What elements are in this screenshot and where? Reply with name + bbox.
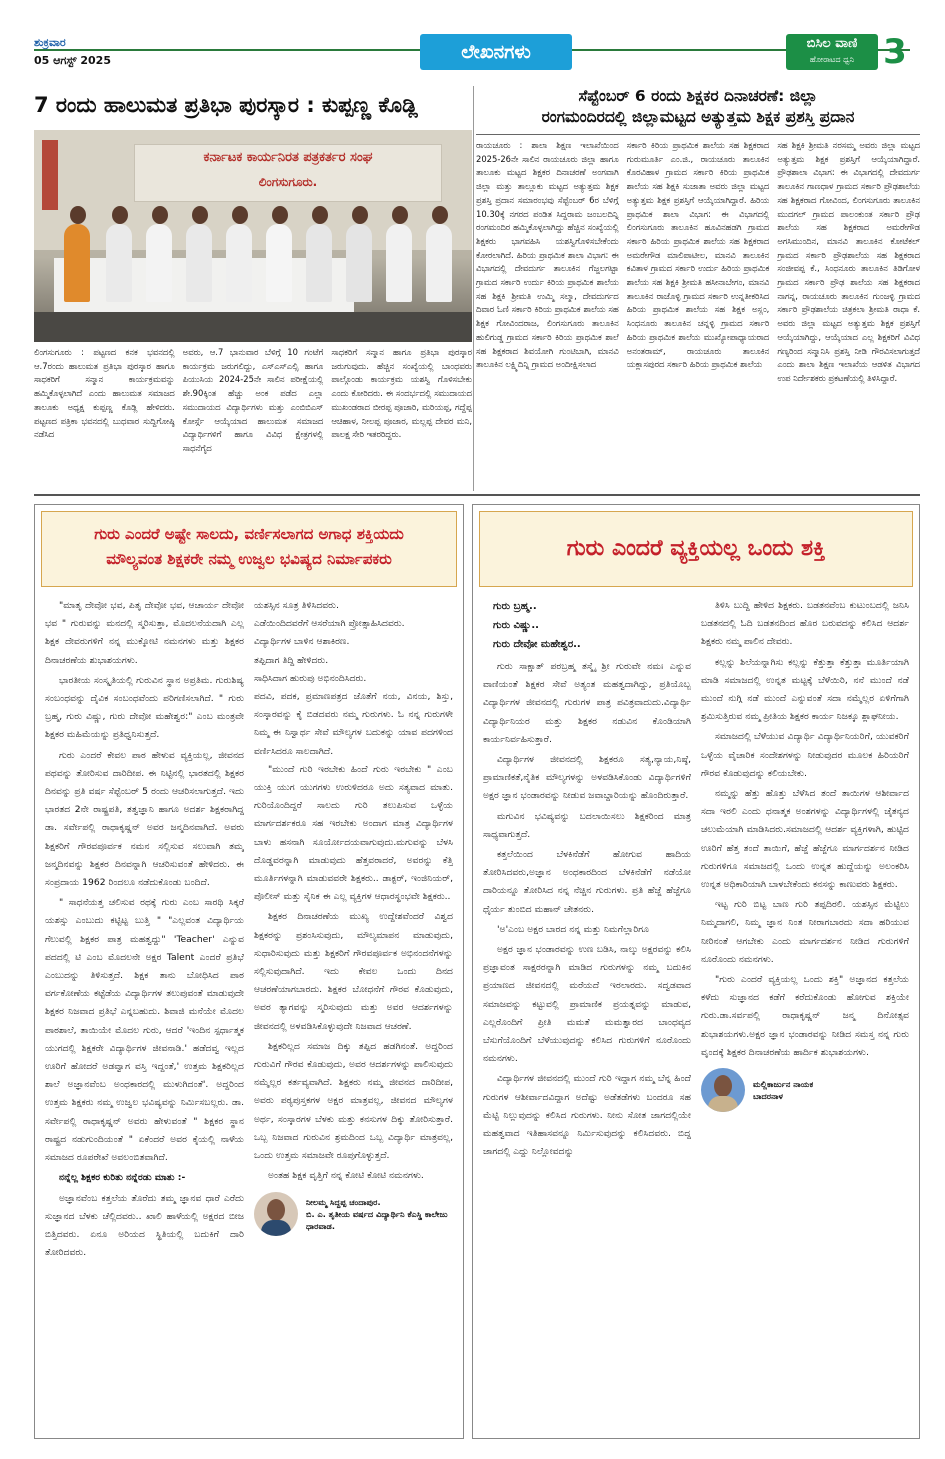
photo-banner — [134, 144, 442, 202]
article-body — [473, 593, 919, 1429]
paragraph: ತಿಳಿಸಿ ಬುದ್ದಿ ಹೇಳಿದ ಶಿಕ್ಷಕರು. ಬಡತನವೆಂಬ ಕುಟುಂಬದಲ್ಲಿ ಜನಿಸಿ ಬಡತನದಲ್ಲಿ ಓದಿ ಬಡತನದಿಂದ ಹೊರ ಬರುವದನ್ನು ಕಲಿಸಿದ ಆದರ್ಶ ಶಿಕ್ಷಕರು ನಮ್ಮ ಪಾಲಿನ ದೇವರು. — [701, 600, 909, 648]
story-headline — [476, 86, 920, 130]
headline-rule — [476, 134, 920, 135]
photo-person — [386, 224, 412, 302]
article-headline — [41, 511, 457, 587]
photo-person — [146, 224, 172, 302]
article-column — [45, 597, 244, 1429]
paragraph: " ಸಾಧನೆಯತ್ತ ಚಲಿಸುವ ರಥಕ್ಕೆ ಗುರು ಎಂಬ ಸಾರಥಿ ಸಿಕ್ಕರೆ ಯಶಸ್ಸು ಎಂಬುದು ಕಟ್ಟಿಟ್ಟ ಬುತ್ತಿ " "ಎಲ್ಲವಂತ ವಿದ್ಯಾರ್ಥಿಯ ಗೆಲುವಲ್ಲಿ ಶಿಕ್ಷಕರ ಪಾತ್ರ ಮಹತ್ವದ್ದು" 'Teacher' ಎನ್ನುವ ಪದದಲ್ಲಿ ಟಿ ಎಂಬ ಮೊದಲನೇ ಅಕ್ಷರ Talent ಎಂದರೆ ಪ್ರತಿಭೆ ಎಂಬುದನ್ನು ತಿಳಿಸುತ್ತದೆ. ಶಿಕ್ಷಕ ತಾನು ಬೋಧಿಸಿದ ಪಾಠ ವರ್ಗಕೋಣೆಯ ಕಟ್ಟೆಡೆಯ ವಿದ್ಯಾರ್ಥಿಗಳ ತಲುಪುವಂತೆ ಮಾಡುವುದೇ ಶಿಕ್ಷಕರ ನಿಜವಾದ ಪ್ರತಿಭೆ ಎನ್ನಬಹುದು. ಶಿವಾಜಿ ಮನೆಯೇ ಮೊದಲ ಪಾಠಶಾಲೆ, ತಾಯಿಯೇ ಮೊದಲ ಗುರು, ಆದರೆ 'ಇಂದಿನ ಸ್ಪರ್ಧಾತ್ಮಕ ಯುಗದಲ್ಲಿ ಶಿಕ್ಷಕರೇ ವಿದ್ಯಾರ್ಥಿಗಳ ಜೀವನಾಡಿ.' ಹಡೆದವ್ವ ಇಲ್ಲದ ಊರಿಗೆ ಹೋದರೆ ಅಡವ್ವಾಗ ವಸ್ತಿ ಇದ್ದಂತೆ,' ಉತ್ತಮ ಶಿಕ್ಷಕರಿಲ್ಲದ ಶಾಲೆ ಅಜ್ಞಾನವೆಂಬ ಅಂಧಕಾರದಲ್ಲಿ ಮುಳುಗಿದಂತೆ'. ಅದ್ದರಿಂದ ಉತ್ತಮ ಶಿಕ್ಷಕರು ನಮ್ಮ ಉಜ್ವಲ ಭವಿಷ್ಯವನ್ನು ನಿರ್ಮಿಸಬಲ್ಲರು. ಡಾ. ಸರ್ವೇಪಲ್ಲಿ ರಾಧಾಕೃಷ್ಣನ್ ಅವರು ಹೇಳುವಂತೆ " ಶಿಕ್ಷಕರ ಸ್ಥಾನ ರಾಷ್ಟ್ರದ ನಡುಗುಂದಿಯಂತೆ " ಏಕೆಂದರೆ ಅವರ ಕೈಯಲ್ಲಿ ನಾಳೆಯ ಸಮಾಜದ ರೂಪರೇಖೆ ಅವಲಂಬಿತವಾಗಿದೆ. — [45, 897, 244, 1164]
article-guru-not-person — [472, 504, 920, 1439]
article-column — [483, 597, 691, 1429]
photo-person — [426, 224, 452, 302]
paragraph: ನಮ್ಮನ್ನು ಹೆತ್ತು ಹೊತ್ತು ಬೆಳೆಸಿದ ತಂದೆ ತಾಯಿಗಳ ಆಶೀರ್ವಾದ ಸದಾ ಇರಲಿ ಎಂದು ಧನಾತ್ಮಕ ಅಂಶಗಳನ್ನು ವಿದ್ಯಾರ್ಥಿಗಳಲ್ಲಿ ಚೈತನ್ಯದ ಚಲುಮೆಯಾಗಿ ಮಾಡಿಸಿದರು.ಸಮಾಜದಲ್ಲಿ ಆದರ್ಶ ವ್ಯಕ್ತಿಗಳಾಗಿ, ಹುಟ್ಟಿದ ಊರಿಗೆ ಹೆತ್ತ ತಂದೆ ತಾಯಿಗೆ, ಹೆಜ್ಜೆ ಹೆಜ್ಜೆಗೂ ಮಾರ್ಗದರ್ಶನ ನೀಡಿದ ಗುರುಗಳಿಗೂ ಸಮಾಜದಲ್ಲಿ ಒಂದು ಉನ್ನತ ಹುದ್ದೆಯನ್ನು ಅಲಂಕರಿಸಿ ಉನ್ನತ ಅಧಿಕಾರಿಯಾಗಿ ಬಾಳಬೇಕೆಂದು ಕನಸನ್ನು ಕಾಣುವರು ಶಿಕ್ಷಕರು. — [701, 788, 909, 891]
headline-line1: ಗುರು ಎಂದರೆ ಅಷ್ಟೇ ಸಾಲದು, ವರ್ಣಿಸಲಾಗದ ಅಗಾಧ ಶಕ್ತಿಯದು — [94, 525, 404, 543]
paragraph: ಅಂತಹ ಶಿಕ್ಷಕ ವೃತ್ತಿಗೆ ನನ್ನ ಕೋಟಿ ಕೋಟಿ ನಮನಗಳು. — [268, 1170, 424, 1182]
author-photo — [701, 1068, 745, 1112]
story-halumata-award — [34, 86, 472, 486]
paragraph: ಭಾರತೀಯ ಸಂಸ್ಕೃತಿಯಲ್ಲಿ ಗುರುವಿನ ಸ್ಥಾನ ಅಪ್ರತಿಮ. ಗುರುಶಿಷ್ಯ ಸಂಬಂಧವನ್ನು ದೈವಿಕ ಸಂಬಂಧವೆಂದು ಪರಿಗಣಿಸಲಾಗಿದೆ. " ಗುರು ಬ್ರಹ್ಮ, ಗುರು ವಿಷ್ಣು, ಗುರು ದೇವೋ ಮಹೇಶ್ವರ:" ಎಂಬ ಮಂತ್ರವೇ ಶಿಕ್ಷಕರ ಮಹಿಮೆಯನ್ನು ಪ್ರತಿಧ್ವನಿಸುತ್ತದೆ. — [45, 674, 244, 741]
section-title: ಲೇಖನಗಳು — [420, 34, 572, 70]
photo-person — [346, 224, 372, 302]
photo-door — [42, 140, 58, 210]
masthead-date: 05 ಆಗಸ್ಟ್ 2025 — [34, 54, 111, 67]
story-column: ಅವರು, ಆ.7 ಭಾನುವಾರ ಬೆಳಿಗ್ಗೆ 10 ಗಂಟೆಗೆ ಕಾರ್ಯಕ್ರಮ ಜರುಗಲಿದ್ದು, ಎಸ್ಎಸ್ಎಲ್ಸಿ ಹಾಗೂ ಪಿಯುಸಿಯ 2024-25ನೇ ಸಾಲಿನ ಪರೀಕ್ಷೆಯಲ್ಲಿ ಶೇ.90ಕ್ಕಿಂತ ಹೆಚ್ಚು ಅಂಕ ಪಡೆದ ಎಲ್ಲಾ ಸಮುದಾಯದ ವಿದ್ಯಾರ್ಥಿಗಳು ಮತ್ತು ಎಂಬಿಬಿಎಸ್ ಕೋರ್ಸ್ಗೆ ಆಯ್ಕೆಯಾದ ಹಾಲುಮತ ಸಮಾಜದ ವಿದ್ಯಾರ್ಥಿಗಳಿಗೆ ಹಾಗೂ ವಿವಿಧ ಕ್ಷೇತ್ರಗಳಲ್ಲಿ ಸಾಧನೆಗೈದ — [182, 347, 324, 453]
author-credit — [306, 1196, 448, 1232]
text-line: ಸಾಧಿಸಿದಾಗ ಹುರುಪು ಅಭಿನಂದಿಸಿದರು. — [254, 672, 367, 684]
photo-floor — [34, 312, 472, 342]
column-divider — [473, 86, 474, 491]
story-column: ಲಿಂಗಸುಗೂರು : ಪಟ್ಟಣದ ಕನಕ ಭವನದಲ್ಲಿ ಆ.7ರಂದು ಹಾಲುಮತ ಪ್ರತಿಭಾ ಪುರಸ್ಕಾರ ಹಾಗೂ ಸಾಧಕರಿಗೆ ಸನ್ಮಾನ ಕಾರ್ಯಕ್ರಮವನ್ನು ಹಮ್ಮಿಕೊಳ್ಳಲಾಗಿದೆ ಎಂದು ಹಾಲುಮತ ಸಮಾಜದ ತಾಲೂಕು ಅಧ್ಯಕ್ಷ ಕುಪ್ಪಣ್ಣ ಕೊಡ್ಲಿ ಹೇಳಿದರು. ಪಟ್ಟಣದ ಪತ್ರಿಕಾ ಭವನದಲ್ಲಿ ಬುಧವಾರ ಸುದ್ದಿಗೋಷ್ಠಿ ನಡೆಸಿದ — [34, 347, 175, 440]
paragraph: ಶಿಕ್ಷಕರಿಲ್ಲದ ಸಮಾಜ ದಿಕ್ಕು ತಪ್ಪಿದ ಹಡಗಿನಂತೆ. ಅದ್ದರಿಂದ ಗುರುವಿಗೆ ಗೌರವ ಕೊಡುವುದು, ಅವರ ಆದರ್ಶಗಳನ್ನು ಪಾಲಿಸುವುದು ನಮ್ಮೆಲ್ಲರ ಕರ್ತವ್ಯವಾಗಿದೆ. ಶಿಕ್ಷಕರು ನಮ್ಮ ಜೀವನದ ದಾರಿದೀಪ, ಅವರು ಪಠ್ಯಪುಸ್ತಕಗಳ ಅಕ್ಷರ ಮಾತ್ರವಲ್ಲ, ಜೀವನದ ಮೌಲ್ಯಗಳ ಅರ್ಥ, ಸಂಸ್ಕಾರಗಳ ಬೆಳಕು ಮತ್ತು ಕನಸುಗಳ ದಿಕ್ಕು ತೋರಿಸುತ್ತಾರೆ. ಒಬ್ಬ ನಿಜವಾದ ಗುರುವಿನ ಶ್ರಮದಿಂದ ಒಬ್ಬ ವಿದ್ಯಾರ್ಥಿ ಮಾತ್ರವಲ್ಲ, ಒಂದು ಉತ್ತಮ ಸಮಾಜವೇ ರೂಪುಗೊಳ್ಳುತ್ತದೆ. — [254, 1040, 453, 1162]
paragraph: ಅಕ್ಷರ ಜ್ಞಾನ ಭಂಡಾರವನ್ನು ಉಣ ಬಡಿಸಿ, ನಾಲ್ಕು ಅಕ್ಷರವನ್ನು ಕಲಿಸಿ ಪ್ರಜ್ಞಾವಂತ ಸಾಕ್ಷರರನ್ನಾಗಿ ಮಾಡಿದ ಗುರುಗಳನ್ನು ನಮ್ಮ ಬದುಕಿನ ಪ್ರಯಾಣದ ಜೀವನದಲ್ಲಿ ಮರೆಯದೆ ಇರಲಾರದು. ಸದ್ವಡವಾದ ಸಮಾಜವನ್ನು ಕಟ್ಟುವಲ್ಲಿ ಪ್ರಾಮಾಣಿಕ ಪ್ರಯತ್ನವನ್ನು ಮಾಡುವ, ಎಲ್ಲರೊಂದಿಗೆ ಪ್ರೀತಿ ಮಮತೆ ಮಮತ್ವಾರದ ಬಾಂಧವ್ಯದ ಬೆಸುಗೆಯೊಂದಿಗೆ ಬೆಳೆಯುವುದನ್ನು ಕಲಿಸಿದ ಗುರುಗಳಿಗೆ ನೂರೊಂದು ನಮನಗಳು. — [483, 944, 691, 1065]
paragraph: "ಮುಂದೆ ಗುರಿ ಇರಬೇಕು ಹಿಂದೆ ಗುರು ಇರಬೇಕು " ಎಂಬ ಯುಕ್ತಿ ಯುಗ ಯುಗಗಳು ಉರುಳಿದರೂ ಅದು ಸತ್ಯವಾದ ಮಾತು. ಗುರಿಯೊಂದಿದ್ದರೆ ಸಾಲದು ಗುರಿ ತಲುಪಿಸುವ ಒಳ್ಳೆಯ ಮಾರ್ಗದರ್ಶಕರೂ ಸಹ ಇರಬೇಕು ಅಂದಾಗ ಮಾತ್ರ ವಿದ್ಯಾರ್ಥಿಗಳ ಬಾಳು ಹಸನಾಗಿ ಸೂರ್ಯೋದಯವಾಗುವುದು.ಮಗುವನ್ನು ಬೆಳಸಿ ದೊಡ್ಡವರನ್ನಾಗಿ ಮಾಡುವುದು ಹೆತ್ತವರಾದರೆ, ಅವರನ್ನು ಕೆತ್ತಿ ಮೂರ್ತಿಗಳನ್ನಾಗಿ ಮಾಡುವವರೇ ಶಿಕ್ಷಕರು.. ಡಾಕ್ಟರ್, ಇಂಜಿನಿಯರ್, ಪೊಲೀಸ್ ಮತ್ತು ಸೈನಿಕ ಈ ಎಲ್ಲ ವ್ಯಕ್ತಿಗಳ ಆಧಾರಸ್ಥಂಭವೇ ಶಿಕ್ಷಕರು.. — [254, 763, 453, 903]
banner-line2: ಲಿಂಗಸುಗೂರು. — [258, 175, 318, 189]
paragraph: ವಿದ್ಯಾರ್ಥಿಗಳ ಜೀವನದಲ್ಲಿ ಶಿಕ್ಷಕರೂ ಸತ್ಯ,ನ್ಯಾಯ,ನಿಷ್ಠೆ, ಪ್ರಾಮಾಣಿಕತೆ,ನೈತಿಕ ಮೌಲ್ಯಗಳನ್ನು ಅಳವಡಿಸಿಕೊಂಡು ವಿದ್ಯಾರ್ಥಿಗಳಿಗೆ ಅಕ್ಷರ ಜ್ಞಾನ ಭಂಡಾರವನ್ನು ನೀಡುವ ಜವಾಬ್ದಾರಿಯನ್ನು ಹೊಂದಿರುತ್ತಾರೆ. — [483, 754, 691, 802]
headline-line2: ಮೌಲ್ಯವಂತ ಶಿಕ್ಷಕರೇ ನಮ್ಮ ಉಜ್ವಲ ಭವಿಷ್ಯದ ನಿರ್ಮಾಪಕರು — [106, 550, 392, 568]
text-line: ಎಡೆಯಿಂದಿದವರೆಗೆ ಆಸರೆಯಾಗಿ ಪ್ರೋತ್ಸಾಹಿಸಿದವರು. — [254, 618, 405, 630]
article-headline: ಗುರು ಎಂದರೆ ವ್ಯಕ್ತಿಯಲ್ಲ ಒಂದು ಶಕ್ತಿ — [479, 511, 913, 587]
news-photo — [34, 130, 472, 342]
photo-person — [306, 224, 332, 302]
paragraph: ಕತ್ತಲೆಯಿಂದ ಬೆಳಕಿನೆಡೆಗೆ ಹೋಗುವ ಹಾದಿಯ ತೋರಿಸಿದವರು,ಅಜ್ಞಾನ ಅಂಧಕಾರದಿಂದ ಬೆಳಕಿನೆಡೆಗೆ ನಡೆಯೋ ದಾರಿಯನ್ನೂ ತೋರಿಸಿದ ನನ್ನ ನೆಚ್ಚಿನ ಗುರುಗಳು. ಪ್ರತಿ ಹೆಜ್ಜೆ ಹೆಜ್ಜೆಗೂ ಧೈರ್ಯ ತುಂಬಿದ ಮಹಾನ್ ಚೇತನರು. — [483, 849, 691, 915]
story-column: ರಾಯಚೂರು : ಶಾಲಾ ಶಿಕ್ಷಣ ಇಲಾಖೆಯಿಂದ 2025-26ನೇ ಸಾಲಿನ ರಾಯಚೂರು ಜಿಲ್ಲಾ ಹಾಗೂ ತಾಲೂಕು ಮಟ್ಟದ ಶಿಕ್ಷಕರ ದಿನಾಚರಣೆ ಅಂಗವಾಗಿ ಜಿಲ್ಲಾ ಮತ್ತು ತಾಲ್ಲೂಕು ಮಟ್ಟದ ಅತ್ಯುತ್ತಮ ಶಿಕ್ಷಕ ಪ್ರಶಸ್ತಿ ಪ್ರದಾನ ಸಮಾರಂಭವು ಸೆಪ್ಟೆಂಬರ್ 6ರ ಬೆಳಿಗ್ಗೆ 10.30ಕ್ಕೆ ನಗರದ ಪಂಡಿತ ಸಿದ್ದರಾಮ ಜಂಬಲದಿನ್ನಿ ರಂಗಮಂದಿರ ಹಮ್ಮಿಕೊಳ್ಳಲಾಗಿದ್ದು ಹೆಚ್ಚಿನ ಸಂಖ್ಯೆಯಲ್ಲಿ ಶಿಕ್ಷಕರು ಭಾಗವಹಿಸಿ ಯಶಸ್ವಿಗೊಳಿಸಬೇಕೆಂದು ಕೋರಲಾಗಿದೆ. ಹಿರಿಯ ಪ್ರಾಥಮಿಕ ಶಾಲಾ ವಿಭಾಗ: ಈ ವಿಭಾಗದಲ್ಲಿ ದೇವದುರ್ಗ ತಾಲೂಕಿನ ಗೆಜ್ಜಲಗಟ್ಟಾ ಗ್ರಾಮದ ಸರ್ಕಾರಿ ಉರ್ದು ಕಿರಿಯ ಪ್ರಾಥಮಿಕ ಶಾಲೆಯ ಸಹ ಶಿಕ್ಷಕಿ ಶ್ರೀಮತಿ ಉಮ್ಮಿ ಸಲ್ಮಾ, ದೇವದುರ್ಗದ ದಿವಾರ ಓಣಿ ಸರ್ಕಾರಿ ಕಿರಿಯ ಪ್ರಾಥಮಿಕ ಶಾಲೆಯ ಸಹ ಶಿಕ್ಷಕ ಗೋವಿಂದರಾಜ, ಲಿಂಗಸುಗೂರು ತಾಲೂಕಿನ ಹುಲಿಗುಡ್ಡ ಗ್ರಾಮದ ಸರ್ಕಾರಿ ಕಿರಿಯ ಪ್ರಾಥಮಿಕ ಶಾಲೆ ಸಹ ಶಿಕ್ಷಕರಾದ ಶಿವಯೋಗಿ ಗುಂಟಿಬಾಗಿ, ಮಾನವಿ ತಾಲೂಕಿನ ಲಕ್ಷ್ಮಿದಿನ್ನಿ ಗ್ರಾಮದ ಅಂದೀಕ್ಷಿಸಲಾದ — [476, 140, 619, 370]
newspaper-logo — [786, 34, 878, 70]
masthead — [34, 34, 910, 72]
photo-person — [186, 224, 212, 302]
masthead-day: ಶುಕ್ರವಾರ — [34, 36, 66, 49]
paragraph: "ಗುರು ಎಂದರೆ ವ್ಯಕ್ತಿಯಲ್ಲ ಒಂದು ಶಕ್ತಿ" ಅಜ್ಞಾನದ ಕತ್ತಲೆಯ ಕಳೆದು ಸುಜ್ಞಾನದ ಕಡೆಗೆ ಕರೆದುಕೊಂಡು ಹೋಗುವ ಶಕ್ತಿಯೇ ಗುರು.ಡಾ.ಸರ್ವಪಲ್ಲಿ ರಾಧಾಕೃಷ್ಣನ್ ಜನ್ಮ ದಿನೋತ್ಸವ ಶುಭಾಶಯಗಳು.ಅಕ್ಷರ ಜ್ಞಾನ ಭಂಡಾರವನ್ನು ನೀಡಿದ ಸಮಸ್ತ ನನ್ನ ಗುರು ವೃಂದಕ್ಕೆ ಶಿಕ್ಷಕರ ದಿನಾಚರಣೆಯ ಹಾರ್ದಿಕ ಶುಭಾಶಯಗಳು. — [701, 974, 909, 1058]
section-divider — [34, 494, 920, 496]
brand-tagline: ಹೋರಾಟದ ಧ್ವನಿ — [809, 55, 855, 64]
banner-line1: ಕರ್ನಾಟಕ ಕಾರ್ಯನಿರತ ಪತ್ರಕರ್ತರ ಸಂಘ — [203, 150, 373, 165]
photo-person — [266, 224, 292, 302]
paragraph: ವಿದ್ಯಾರ್ಥಿಗಳ ಜೀವನದಲ್ಲಿ ಮುಂದೆ ಗುರಿ ಇದ್ದಾಗ ನಮ್ಮ ಬೆನ್ನ ಹಿಂದೆ ಗುರುಗಳ ಆಶೀರ್ವಾದವಿದ್ದಾಗ ಅದೆಷ್ಟು ಅಡೆತಡೆಗಳು ಬಂದರೂ ಸಹ ಮೆಟ್ಟಿ ನಿಲ್ಲುವುದನ್ನು ಕಲಿಸಿದ ಗುರುಗಳು. ನೀನು ಸೋತ ಜಾಗದಲ್ಲಿಯೇ ಮಹತ್ವವಾದ ಇತಿಹಾಸವನ್ನೂ ನಿರ್ಮಿಸುವುದನ್ನು ಕಲಿಸಿದವರು. ಬಿದ್ದ ಜಾಗದಲ್ಲಿ ಎದ್ದು ನಿಲ್ಲೋವದನ್ನು — [483, 1073, 691, 1158]
brand-name: ಬಿಸಿಲ ವಾಣಿ — [806, 36, 858, 51]
photo-person — [64, 224, 90, 302]
story-headline: 7 ರಂದು ಹಾಲುಮತ ಪ್ರತಿಭಾ ಪುರಸ್ಕಾರ : ಕುಪ್ಪಣ್ಣ ಕೊಡ್ಲಿ — [34, 93, 418, 117]
paragraph: ಗುರು ಸಾಕ್ಷಾತ್ ಪರಬ್ರಹ್ಮ ತಸ್ಮೈ ಶ್ರೀ ಗುರುವೇ ನಮಃ ಎನ್ನುವ ವಾಣಿಯಂತೆ ಶಿಕ್ಷಕರ ಸೇವೆ ಅತ್ಯಂತ ಮಹತ್ವದಾಗಿದ್ದು, ಪ್ರತಿಯೊಬ್ಬ ವಿದ್ಯಾರ್ಥಿಗಳ ಜೀವನದಲ್ಲಿ ಗುರುಗಳ ಪಾತ್ರ ಪವಿತ್ರವಾದುದು.ವಿದ್ಯಾರ್ಥಿ ವಿದ್ಯಾರ್ಥಿನಿಯರ ಮತ್ತು ಶಿಕ್ಷಕರ ನಡುವಿನ ಕೊಂಡಿಯಾಗಿ ಕಾರ್ಯನಿರ್ವಹಿಸುತ್ತಾರೆ. — [483, 661, 691, 745]
article-column — [254, 597, 453, 1429]
paragraph: ಅಜ್ಞಾನವೆಂಬ ಕತ್ತಲೆಯ ತೊರೆದು ತಮ್ಮ ಜ್ಞಾನವ ಧಾರೆ ಎರೆದು ಸುಜ್ಞಾನದ ಬೆಳಕು ಚೆಲ್ಲಿದವರು.. ಖಾಲಿ ಹಾಳೆಯಲ್ಲಿ ಅಕ್ಷರದ ಬೀಜ ಬಿತ್ತಿದವರು. ಏನೂ ಅರಿಯದ ಸ್ಥಿತಿಯಲ್ಲಿ ಬದುಕಿಗೆ ದಾರಿ ತೋರಿದವರು. — [45, 1192, 244, 1259]
headline-line2: ರಂಗಮಂದಿರದಲ್ಲಿ ಜಿಲ್ಲಾಮಟ್ಟದ ಅತ್ಯುತ್ತಮ ಶಿಕ್ಷಕ ಪ್ರಶಸ್ತಿ ಪ್ರದಾನ — [541, 108, 855, 126]
verse-line: ಗುರು ದೇವೋ ಮಹೇಶ್ವರ.. — [493, 639, 581, 650]
author-detail: ಧಾರವಾಡ. — [306, 1220, 335, 1231]
text-line: ಯಶಸ್ಸಿನ ಸೂತ್ರ ತಿಳಿಸಿದವರು. — [254, 600, 339, 611]
story-body — [476, 139, 920, 487]
story-column: ಸಾಧಕರಿಗೆ ಸನ್ಮಾನ ಹಾಗೂ ಪ್ರತಿಭಾ ಪುರಸ್ಕಾರ ಜರುಗುವುದು. ಹೆಚ್ಚಿನ ಸಂಖ್ಯೆಯಲ್ಲಿ ಬಾಂಧವರು ಪಾಲ್ಗೊಂಡು ಕಾರ್ಯಕ್ರಮ ಯಶಸ್ವಿ ಗೊಳಿಸಬೇಕು ಎಂದು ಕೋರಿದರು. ಈ ಸಂದರ್ಭದಲ್ಲಿ ಸಮುದಾಯದ ಮುಖಂಡರಾದ ಬೀರಪ್ಪ ಪೂಜಾರಿ, ಮರಿಯಪ್ಪ, ಗದ್ದೆಪ್ಪ ಆಚಿಹಾಳ, ನೀಲಪ್ಪ ಪೂಜಾರ, ಮಲ್ಲಪ್ಪ ದೇವರ ಮನಿ, ಪಾಲಕ್ಷ ಸೇರಿ ಇತರರಿದ್ದರು. — [331, 347, 473, 440]
subheading: ನನ್ನೆಲ್ಲ ಶಿಕ್ಷಕರ ಕುರಿತು ನನ್ನೆರಡು ಮಾತು :- — [59, 1172, 186, 1184]
paragraph: ಇಟ್ಟ ಗುರಿ ಬಿಟ್ಟ ಬಾಣ ಗುರಿ ತಪ್ಪದಿರಲಿ. ಯಶಸ್ಸಿನ ಮೆಟ್ಟಿಲು ನಿಮ್ಮದಾಗಲಿ, ನಿಮ್ಮ ಜ್ಞಾನ ನಿಂತ ನೀರಾಗಬಾರದು ಸದಾ ಹರಿಯುವ ನೀರಿನಂತೆ ಆಗಬೇಕು ಎಂದು ಮಾರ್ಗದರ್ಶನ ನೀಡಿದ ಗುರುಗಳಿಗೆ ನೂರೊಂದು ನಮನಗಳು. — [701, 899, 909, 965]
paragraph: ಮಗುವಿನ ಭವಿಷ್ಯವನ್ನು ಬದಲಾಯಿಸಲು ಶಿಕ್ಷಕರಿಂದ ಮಾತ್ರ ಸಾಧ್ಯವಾಗುತ್ತದೆ. — [483, 810, 691, 840]
author-name: ಮಲ್ಲಿಕಾರ್ಜುನ ನಾಯಕ — [753, 1079, 814, 1090]
story-teachers-day-award — [476, 86, 920, 486]
paragraph: "ಮಾತೃ ದೇವೋ ಭವ, ಪಿತೃ ದೇವೋ ಭವ, ಆಚಾರ್ಯ ದೇವೋ ಭವ " ಗುರುವನ್ನು ಮನದಲ್ಲಿ ಸ್ಮರಿಸುತ್ತಾ, ಮೊದಲನೆಯದಾಗಿ ಎಲ್ಲ ಶಿಕ್ಷಕ ದೇವರುಗಳಿಗೆ ನನ್ನ ಮುಕ್ಕೋಟಿ ನಮನಗಳು ಮತ್ತು ಶಿಕ್ಷಕರ ದಿನಾಚರಣೆಯ ಶುಭಾಶಯಗಳು. — [45, 600, 244, 666]
story-body — [34, 346, 472, 486]
paragraph: ಸಮಾಜದಲ್ಲಿ ಬೆಳೆಯುವ ವಿದ್ಯಾರ್ಥಿ ವಿದ್ಯಾರ್ಥಿನಿಯರಿಗೆ, ಯುವಕರಿಗೆ ಒಳ್ಳೆಯ ವೈಚಾರಿಕ ಸಂದೇಶಗಳನ್ನು ನೀಡುವುದರ ಮೂಲಕ ಹಿರಿಯರಿಗೆ ಗೌರವ ಕೊಡುವುದನ್ನು ಕಲಿಯಬೇಕು. — [701, 731, 909, 779]
author-byline — [701, 1068, 909, 1112]
photo-person — [106, 224, 132, 302]
paragraph: ಗುರು ಎಂದರೆ ಕೇವಲ ಪಾಠ ಹೇಳುವ ವ್ಯಕ್ತಿಯಲ್ಲ, ಜೀವನದ ಪಥವನ್ನು ತೋರಿಸುವ ದಾರಿದೀಪ. ಈ ನಿಟ್ಟಿನಲ್ಲಿ ಭಾರತದಲ್ಲಿ ಶಿಕ್ಷಕರ ದಿನವನ್ನು ಪ್ರತಿ ವರ್ಷ ಸೆಪ್ಟೆಂಬರ್ 5 ರಂದು ಆಚರಿಸಲಾಗುತ್ತದೆ. ಇದು ಭಾರತದ 2ನೇ ರಾಷ್ಟ್ರಪತಿ, ತತ್ವಜ್ಞಾನಿ ಹಾಗೂ ಅದರ್ಶ ಶಿಕ್ಷಕರಾಗಿದ್ದ ಡಾ. ಸರ್ವೇಪಲ್ಲಿ ರಾಧಾಕೃಷ್ಣನ್ ಅವರ ಜನ್ಮದಿನವಾಗಿದೆ. ಅವರು ಶಿಕ್ಷಕರಿಗೆ ಗೌರವಪೂರ್ವಕ ನಮನ ಸಲ್ಲಿಸುವ ಸಲುವಾಗಿ ತಮ್ಮ ಜನ್ಮದಿನವನ್ನು ಶಿಕ್ಷಕರ ದಿನವನ್ನಾಗಿ ಆಚರಿಸುವಂತೆ ಹೇಳಿದರು. ಈ ಸಂಪ್ರದಾಯ 1962 ರಿಂದಲೂ ನಡೆದುಕೊಂಡು ಬಂದಿದೆ. — [45, 749, 244, 889]
author-place: ಬಾದರನಾಳ — [753, 1091, 783, 1102]
verse-line: ಗುರು ಬ್ರಹ್ಮ.. — [493, 601, 537, 612]
story-column: ಸಹ ಶಿಕ್ಷಕಿ ಶ್ರೀಮತಿ ನರಸಮ್ಮ ಅವರು ಜಿಲ್ಲಾ ಮಟ್ಟದ ಅತ್ಯುತ್ತಮ ಶಿಕ್ಷಕ ಪ್ರಶಸ್ತಿಗೆ ಆಯ್ಕೆಯಾಗಿದ್ದಾರೆ. ಪ್ರೌಢಶಾಲಾ ವಿಭಾಗ: ಈ ವಿಭಾಗದಲ್ಲಿ ದೇವದುರ್ಗ ತಾಲೂಕಿನ ಗಾಣಧಾಳ ಗ್ರಾಮದ ಸರ್ಕಾರಿ ಪ್ರೌಢಶಾಲೆಯ ಸಹ ಶಿಕ್ಷಕರಾದ ಗೋವಿಂದ, ಲಿಂಗಸುಗೂರು ತಾಲೂಕಿನ ಮುದಗಲ್ ಗ್ರಾಮದ ಪಾಲಂಕುಂತ ಸರ್ಕಾರಿ ಪ್ರೌಢ ಶಾಲೆಯ ಸಹ ಶಿಕ್ಷಕರಾದ ಅಮರೇಗೌಡ ಅಗಸಿಮುಂದಿನ, ಮಾನವಿ ತಾಲೂಕಿನ ಕೋಟೆಕಲ್ ಗ್ರಾಮದ ಸರ್ಕಾರಿ ಪ್ರೌಢಶಾಲೆಯ ಸಹ ಶಿಕ್ಷಕರಾದ ಸಂಜೀವಪ್ಪ ಕೆ., ಸಿಂಧನೂರು ತಾಲೂಕಿನ ತಿಡಿಗೋಳ ಗ್ರಾಮದ ಸರ್ಕಾರಿ ಪ್ರೌಢ ಶಾಲೆಯ ಸಹ ಶಿಕ್ಷಕರಾದ ನಾಗನ್ನ, ರಾಯಚೂರು ತಾಲೂಕಿನ ಗುಂಜಳ್ಳಿ ಗ್ರಾಮದ ಸರ್ಕಾರಿ ಪ್ರೌಢಶಾಲೆಯ ಚಿತ್ರಕಲಾ ಶ್ರೀಮತಿ ರಾಧಾ ಕೆ. ಅವರು ಜಿಲ್ಲಾ ಮಟ್ಟದ ಅತ್ಯುತ್ತಮ ಶಿಕ್ಷಕ ಪ್ರಶಸ್ತಿಗೆ ಆಯ್ಕೆಯಾಗಿದ್ದು, ಆಯ್ಕೆಯಾದ ಎಲ್ಲ ಶಿಕ್ಷಕರಿಗೆ ವಿವಿಧ ಗಣ್ಯರಿಂದ ಸನ್ಮಾನಿಸಿ ಪ್ರಶಸ್ತಿ ನೀಡಿ ಗೌರವಿಸಲಾಗುತ್ತದೆ ಎಂದು ಶಾಲಾ ಶಿಕ್ಷಣ ಇಲಾಖೆಯ ಆಡಳಿತ ವಿಭಾಗದ ಉಪ ನಿರ್ದೇಶಕರು ಪ್ರಕಟಣೆಯಲ್ಲಿ ತಿಳಿಸಿದ್ದಾರೆ. — [777, 140, 921, 383]
article-body — [35, 593, 463, 1429]
author-name: ನೀಲಮ್ಮ ಸಿದ್ದಪ್ಪ ಚಂದಾಪುರ. — [306, 1196, 381, 1207]
headline-line1: ಸೆಪ್ಟೆಂಬರ್ 6 ರಂದು ಶಿಕ್ಷಕರ ದಿನಾಚರಣೆ: ಜಿಲ್ಲಾ — [578, 87, 818, 105]
text-line: ಪದವಿ, ಪದಕ, ಪ್ರಮಾಣಪತ್ರದ ಜೊತೆಗೆ ನಯ, ವಿನಯ, ಶಿಸ್ತು, ಸಂಸ್ಕಾರವನ್ನು ಕೈ ಬಿಡದವರು ನಮ್ಮ ಗುರುಗಳು. ಓ ನನ್ನ ಗುರುಗಳೇ ನಿಮ್ಮ ಈ ನಿಸ್ವಾರ್ಥ ಸೇವೆ ಮೌಲ್ಯಗಳ ಬದುಕನ್ನು ಯಾವ ಪದಗಳಿಂದ ವರ್ಣಿಸಿದರೂ ಸಾಲದಾಗಿದೆ. — [254, 691, 453, 757]
text-line: ತಪ್ಪಿದಾಗ ತಿದ್ದಿ ಹೇಳಿದರು. — [254, 654, 329, 666]
text-line: ವಿದ್ಯಾರ್ಥಿಗಳ ಬಾಳಿನ ಆಶಾಕಿರಣ. — [254, 636, 350, 648]
story-column: ಸರ್ಕಾರಿ ಕಿರಿಯ ಪ್ರಾಥಮಿಕ ಶಾಲೆಯ ಸಹ ಶಿಕ್ಷಕರಾದ ಗುರುಮೂರ್ತಿ ಎಂ.ಜಿ., ರಾಯಚೂರು ತಾಲೂಕಿನ ಕೊರವಿಹಾಳ ಗ್ರಾಮದ ಸರ್ಕಾರಿ ಕಿರಿಯ ಪ್ರಾಥಮಿಕ ಶಾಲೆಯ ಸಹ ಶಿಕ್ಷಕಿ ಸುಜಾತಾ ಅವರು ಜಿಲ್ಲಾ ಮಟ್ಟದ ಅತ್ಯುತ್ತಮ ಶಿಕ್ಷಕ ಪ್ರಶಸ್ತಿಗೆ ಆಯ್ಕೆಯಾಗಿದ್ದಾರೆ. ಹಿರಿಯ ಪ್ರಾಥಮಿಕ ಶಾಲಾ ವಿಭಾಗ: ಈ ವಿಭಾಗದಲ್ಲಿ ಲಿಂಗಸುಗೂರು ತಾಲೂಕಿನ ಹೂವಿನಹಡಗಿ ಗ್ರಾಮದ ಸರ್ಕಾರಿ ಹಿರಿಯ ಪ್ರಾಥಮಿಕ ಶಾಲೆಯ ಸಹ ಶಿಕ್ಷಕರಾದ ಅಮರೇಗೌಡ ಮಾಲಿಪಾಟೀಲ, ಮಾನವಿ ತಾಲೂಕಿನ ಕವಿತಾಳ ಗ್ರಾಮದ ಸರ್ಕಾರಿ ಉರ್ದು ಹಿರಿಯ ಪ್ರಾಥಮಿಕ ಶಾಲೆಯ ಸಹ ಶಿಕ್ಷಕಿ ಶ್ರೀಮತಿ ಹಸೀನಾಬೇಗಂ, ಮಾನವಿ ತಾಲೂಕಿನ ರಾಜೊಳ್ಳಿ ಗ್ರಾಮದ ಸರ್ಕಾರಿ ಉನ್ನತೀಕರಿಸಿದ ಹಿರಿಯ ಪ್ರಾಥಮಿಕ ಶಾಲೆಯ ಸಹ ಶಿಕ್ಷಕ ಅಸ್ಲಂ, ಸಿಂಧನೂರು ತಾಲೂಕಿನ ಚನ್ನಳ್ಳಿ ಗ್ರಾಮದ ಸರ್ಕಾರಿ ಹಿರಿಯ ಪ್ರಾಥಮಿಕ ಶಾಲೆಯ ಮುಖ್ಯೋಪಾಧ್ಯಾಯರಾದ ಅನಂತರಾಮ್, ರಾಯಚೂರು ತಾಲೂಕಿನ ಯಕ್ಲಾಸಪುರದ ಸರ್ಕಾರಿ ಹಿರಿಯ ಪ್ರಾಥಮಿಕ ಶಾಲೆಯ — [626, 140, 770, 370]
page-number: 3 — [883, 32, 907, 72]
author-photo — [254, 1192, 298, 1236]
verse-line: ಗುರು ವಿಷ್ಣು.. — [493, 620, 539, 631]
author-byline — [254, 1192, 453, 1236]
article-guru-power — [34, 504, 464, 1439]
photo-person — [226, 224, 252, 302]
article-column — [701, 597, 909, 1429]
paragraph: ಶಿಕ್ಷಕರ ದಿನಾಚರಣೆಯ ಮುಖ್ಯ ಉದ್ದೇಶವೆಂದರೆ ವಿಶ್ವದ ಶಿಕ್ಷಕರನ್ನು ಪ್ರಶಂಸಿಸುವುದು, ಮೌಲ್ಯಮಾಪನ ಮಾಡುವುದು, ಸುಧಾರಿಸುವುದು ಮತ್ತು ಶಿಕ್ಷಕರಿಗೆ ಗೌರವಪೂರ್ವಕ ಅಭಿನಂದನೆಗಳನ್ನು ಸಲ್ಲಿಸುವುದಾಗಿದೆ. ಇದು ಕೇವಲ ಒಂದು ದಿನದ ಆಚರಣೆಯಾಗಬಾರದು. ಶಿಕ್ಷಕರ ಬೋಧನೆಗೆ ಗೌರವ ಕೊಡುವುದು, ಅವರ ತ್ಯಾಗವನ್ನು ಸ್ಮರಿಸುವುದು ಮತ್ತು ಅವರ ಆದರ್ಶಗಳನ್ನು ಜೀವನದಲ್ಲಿ ಅಳವಡಿಸಿಕೊಳ್ಳುವುದೇ ನಿಜವಾದ ಆಚರಣೆ. — [254, 911, 453, 1032]
paragraph: ಕಲ್ಲನ್ನು ಶಿಲೆಯನ್ನಾಗಿಸು ಕಲ್ಲನ್ನು ಕೆತ್ತುತ್ತಾ ಕೆತ್ತುತ್ತಾ ಮೂರ್ತಿಯಾಗಿ ಮಾಡಿ ಸಮಾಜದಲ್ಲಿ ಉನ್ನತ ಮಟ್ಟಕ್ಕೆ ಬೆಳೆಯಿರಿ, ನನೆ ಮುಂದೆ ನಡೆ ಮುಂದೆ ನುಗ್ಗಿ ನಡೆ ಮುಂದೆ ಎನ್ನುವಂತೆ ಸದಾ ನಮ್ಮೆಲ್ಲರ ಏಳಿಗೆಗಾಗಿ ಶ್ರಮಿಸುತ್ತಿರುವ ನಮ್ಮ ಪ್ರೀತಿಯ ಶಿಕ್ಷಕರ ಕಾರ್ಯ ನಿಜಕ್ಕೂ ಶ್ಲಾಘನೀಯ. — [701, 656, 909, 723]
author-detail: ಬಿ. ಎ. ತೃತೀಯ ವರ್ಷದ ವಿದ್ಯಾರ್ಥಿನಿ ಕೆಎಸ್ಡಿ ಕಾಲೇಜು — [306, 1208, 448, 1219]
verse — [483, 597, 691, 654]
author-credit — [753, 1078, 813, 1102]
paragraph: 'ಅ'ಎಂಬ ಅಕ್ಷರ ಬಾರದ ನನ್ನ ಮತ್ತು ನಿಮಗೆಲ್ಲಾರಿಗೂ — [497, 923, 650, 935]
